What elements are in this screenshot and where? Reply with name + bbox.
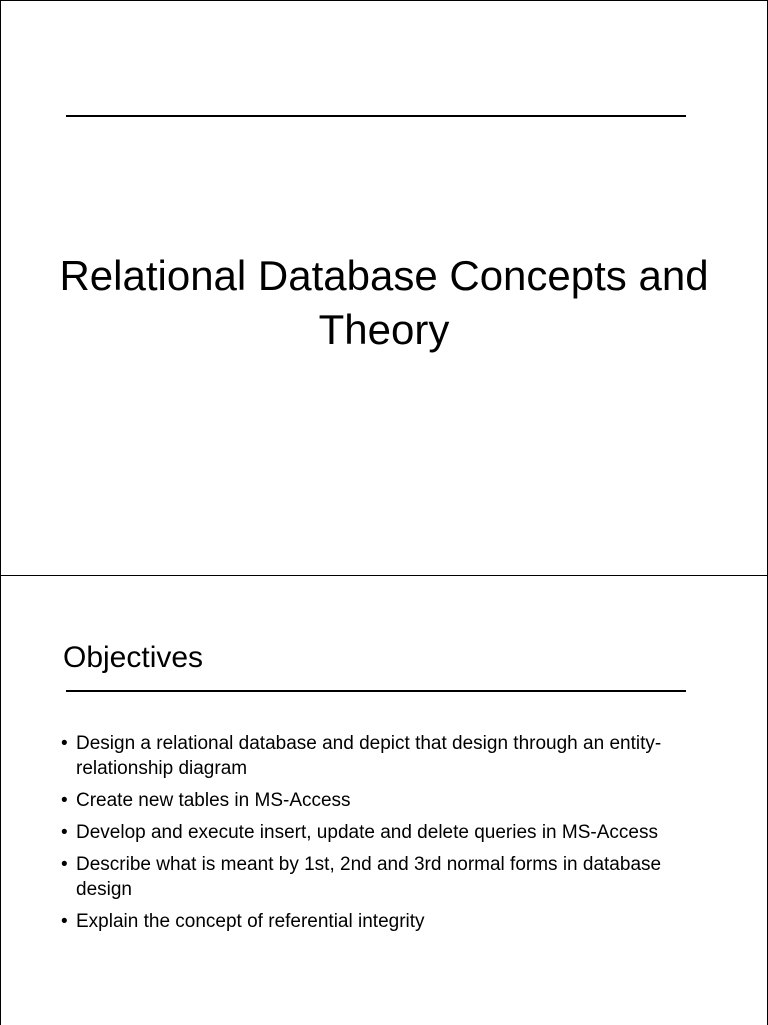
list-item-text: Explain the concept of referential integrity [76, 911, 425, 932]
bullet-icon: • [61, 854, 68, 875]
objectives-heading: Objectives [63, 641, 204, 674]
list-item [61, 909, 721, 934]
list-item [61, 852, 721, 902]
heading-rule [66, 690, 686, 692]
title-rule [66, 115, 686, 117]
list-item [61, 731, 721, 781]
objectives-list [61, 731, 721, 941]
slide-title: Relational Database Concepts and Theory [59, 252, 709, 353]
list-item-text: Create new tables in MS-Access [76, 790, 351, 811]
list-item-text: Describe what is meant by 1st, 2nd and 3rd normal forms in database design [76, 854, 662, 900]
list-item [61, 820, 721, 845]
list-item-text: Design a relational database and depict that design through an entity-relationship diagram [76, 733, 662, 779]
list-item [61, 788, 721, 813]
objectives-slide [0, 575, 768, 1025]
bullet-icon: • [61, 733, 68, 754]
list-item-text: Develop and execute insert, update and delete queries in MS-Access [76, 822, 658, 843]
bullet-icon: • [61, 911, 68, 932]
bullet-icon: • [61, 822, 68, 843]
bullet-icon: • [61, 790, 68, 811]
